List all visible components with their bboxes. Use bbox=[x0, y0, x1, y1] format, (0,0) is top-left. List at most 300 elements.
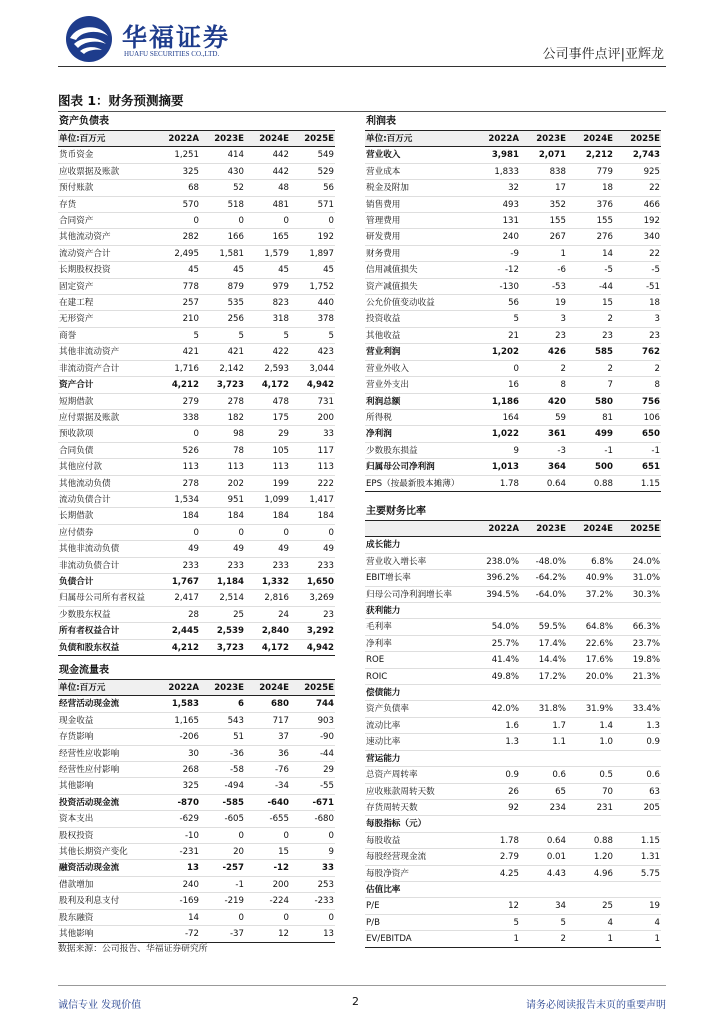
row-label: 其他流动负债 bbox=[59, 478, 111, 489]
value-cell: 25 bbox=[233, 609, 244, 620]
value-cell: 33.4% bbox=[632, 704, 660, 715]
row-label: 其他影响 bbox=[59, 781, 94, 792]
row-label: 归属母公司净利润 bbox=[366, 462, 435, 473]
value-cell: 0.01 bbox=[546, 852, 566, 863]
value-cell: 25.7% bbox=[491, 638, 519, 649]
value-cell: 34 bbox=[555, 901, 566, 912]
table-row bbox=[365, 344, 661, 360]
value-cell: 30.3% bbox=[632, 589, 660, 600]
value-cell: 361 bbox=[548, 429, 566, 440]
value-cell: -90 bbox=[319, 732, 334, 743]
value-cell: 24 bbox=[278, 609, 289, 620]
value-cell: 8 bbox=[654, 380, 660, 391]
value-cell: 7 bbox=[607, 380, 613, 391]
value-cell: 14 bbox=[188, 912, 199, 923]
row-label: 融资活动现金流 bbox=[59, 863, 120, 874]
value-cell: 113 bbox=[272, 462, 289, 473]
row-label: 股东融资 bbox=[59, 912, 94, 923]
table-row bbox=[58, 778, 335, 794]
value-cell: 1.15 bbox=[640, 835, 660, 846]
row-label bbox=[365, 521, 473, 536]
row-label: 在建工程 bbox=[59, 298, 94, 309]
value-cell: 18 bbox=[602, 183, 613, 194]
value-cell: 1,583 bbox=[171, 699, 199, 710]
value-cell: -680 bbox=[314, 814, 334, 825]
value-cell: 70 bbox=[602, 786, 613, 797]
logo-chinese-name: 华福证券 bbox=[122, 23, 231, 52]
value-cell: 318 bbox=[272, 314, 289, 325]
value-cell: 394.5% bbox=[486, 589, 519, 600]
value-cell: 0 bbox=[193, 216, 199, 227]
table-row bbox=[58, 746, 335, 762]
value-cell: -206 bbox=[179, 732, 199, 743]
row-label: 营业利润 bbox=[366, 347, 401, 358]
value-cell: 951 bbox=[227, 494, 244, 505]
table-row bbox=[58, 558, 335, 574]
value-cell: -12 bbox=[504, 265, 519, 276]
table-row bbox=[58, 361, 335, 377]
value-cell: 1.31 bbox=[640, 852, 660, 863]
value-cell: 1,251 bbox=[174, 150, 199, 161]
value-cell: 199 bbox=[272, 478, 289, 489]
table-row bbox=[58, 229, 335, 245]
row-label: 净利率 bbox=[366, 638, 392, 649]
table-row bbox=[365, 800, 661, 816]
value-cell: 3,723 bbox=[216, 380, 244, 391]
table-row bbox=[365, 636, 661, 652]
value-cell: 1 bbox=[607, 934, 613, 945]
value-cell: 0.5 bbox=[599, 770, 613, 781]
value-cell: 164 bbox=[502, 412, 519, 423]
value-cell: 2022A bbox=[488, 134, 519, 144]
financial-ratios-table bbox=[365, 503, 661, 948]
value-cell: 1,186 bbox=[491, 396, 519, 407]
value-cell: 2,495 bbox=[174, 248, 199, 259]
table-row bbox=[365, 279, 661, 295]
table-row bbox=[365, 603, 661, 619]
value-cell: 234 bbox=[549, 802, 566, 813]
value-cell: -5 bbox=[651, 265, 660, 276]
value-cell: 5.75 bbox=[640, 868, 660, 879]
value-cell: 78 bbox=[233, 445, 244, 456]
value-cell: -44 bbox=[319, 748, 334, 759]
row-label: 净利润 bbox=[366, 429, 392, 440]
value-cell: 25 bbox=[602, 901, 613, 912]
value-cell bbox=[614, 603, 661, 618]
table-row bbox=[365, 476, 661, 492]
value-cell bbox=[567, 751, 614, 766]
value-cell: 45 bbox=[233, 265, 244, 276]
table-row bbox=[58, 525, 335, 541]
value-cell: 23 bbox=[555, 330, 566, 341]
table-row bbox=[58, 410, 335, 426]
value-cell: 279 bbox=[182, 396, 199, 407]
value-cell: 0 bbox=[283, 216, 289, 227]
table-row bbox=[58, 394, 335, 410]
value-cell: 756 bbox=[642, 396, 660, 407]
table-row bbox=[365, 619, 661, 635]
value-cell: -231 bbox=[179, 847, 199, 858]
table-row bbox=[365, 751, 661, 767]
value-cell: 24.0% bbox=[632, 556, 660, 567]
value-cell: 340 bbox=[643, 232, 660, 243]
value-cell: 17.4% bbox=[538, 638, 566, 649]
table-row bbox=[365, 164, 661, 180]
value-cell: 240 bbox=[502, 232, 519, 243]
value-cell: 8 bbox=[560, 380, 566, 391]
value-cell: 268 bbox=[182, 765, 199, 776]
footer-slogan: 诚信专业 发现价值 bbox=[58, 1000, 142, 1011]
table-row bbox=[58, 696, 335, 712]
row-label: EBIT增长率 bbox=[366, 573, 411, 584]
value-cell: 257 bbox=[182, 298, 199, 309]
table-row bbox=[58, 459, 335, 475]
row-label: ROE bbox=[366, 655, 385, 666]
value-cell: 1,767 bbox=[171, 576, 199, 587]
value-cell: 717 bbox=[272, 715, 289, 726]
value-cell: 2,071 bbox=[538, 150, 566, 161]
table-row bbox=[58, 640, 335, 656]
table-row bbox=[58, 860, 335, 876]
row-label: 应付债券 bbox=[59, 527, 94, 538]
table-row bbox=[58, 262, 335, 278]
table-row bbox=[365, 718, 661, 734]
table-row bbox=[365, 701, 661, 717]
value-cell: 1.1 bbox=[552, 737, 566, 748]
report-type-label: 公司事件点评|亚辉龙 bbox=[542, 47, 664, 62]
row-label: 流动比率 bbox=[366, 720, 401, 731]
value-cell: 376 bbox=[596, 199, 613, 210]
row-label: 营业收入 bbox=[366, 150, 401, 161]
row-label: 预收款项 bbox=[59, 429, 94, 440]
value-cell: -44 bbox=[598, 281, 613, 292]
table-row bbox=[365, 262, 661, 278]
value-cell: 200 bbox=[317, 412, 334, 423]
row-label: 归属母公司所有者权益 bbox=[59, 593, 145, 604]
value-cell: -224 bbox=[269, 896, 289, 907]
value-cell: 442 bbox=[272, 150, 289, 161]
value-cell: 282 bbox=[182, 232, 199, 243]
table-row bbox=[58, 762, 335, 778]
value-cell: 64.8% bbox=[585, 622, 613, 633]
value-cell: 30 bbox=[188, 748, 199, 759]
value-cell: -629 bbox=[179, 814, 199, 825]
value-cell: -5 bbox=[604, 265, 613, 276]
value-cell: 19 bbox=[555, 298, 566, 309]
table-title: 现金流量表 bbox=[58, 662, 335, 680]
table-row bbox=[365, 784, 661, 800]
value-cell: 2022A bbox=[168, 683, 199, 693]
value-cell: 45 bbox=[278, 265, 289, 276]
value-cell: 762 bbox=[642, 347, 660, 358]
value-cell: 3,723 bbox=[216, 642, 244, 653]
row-label: 流动负债合计 bbox=[59, 494, 111, 505]
table-row bbox=[58, 426, 335, 442]
value-cell bbox=[567, 603, 614, 618]
table-row bbox=[58, 811, 335, 827]
table-row bbox=[365, 197, 661, 213]
value-cell: 22 bbox=[649, 248, 660, 259]
value-cell: 518 bbox=[227, 199, 244, 210]
value-cell bbox=[567, 882, 614, 897]
row-label: 资产合计 bbox=[59, 380, 94, 391]
value-cell: 56 bbox=[508, 298, 519, 309]
row-label: 其他非流动负债 bbox=[59, 544, 120, 555]
value-cell: 2023E bbox=[214, 683, 244, 693]
table-row bbox=[365, 361, 661, 377]
page-number: 2 bbox=[352, 995, 359, 1008]
value-cell: -257 bbox=[222, 863, 244, 874]
table-row bbox=[58, 910, 335, 926]
table-header-row bbox=[365, 131, 661, 147]
table-row bbox=[58, 893, 335, 909]
row-label: 商誉 bbox=[59, 330, 77, 341]
logo-english-name: HUAFU SECURITIES CO.,LTD. bbox=[124, 50, 220, 58]
table-row bbox=[365, 147, 661, 163]
value-cell: 33 bbox=[322, 863, 334, 874]
value-cell bbox=[614, 816, 661, 831]
row-label: 股利及利息支付 bbox=[59, 896, 120, 907]
row-label: 固定资产 bbox=[59, 281, 94, 292]
row-label: 存货 bbox=[59, 199, 77, 210]
value-cell: 13 bbox=[187, 863, 199, 874]
value-cell: 1,534 bbox=[174, 494, 199, 505]
value-cell: 28 bbox=[188, 609, 199, 620]
value-cell: 1.15 bbox=[640, 478, 660, 489]
table-row bbox=[365, 377, 661, 393]
value-cell: 22.6% bbox=[585, 638, 613, 649]
value-cell: 12 bbox=[278, 929, 289, 940]
value-cell bbox=[520, 537, 567, 552]
table-row bbox=[58, 443, 335, 459]
value-cell: -169 bbox=[179, 896, 199, 907]
value-cell bbox=[473, 751, 520, 766]
value-cell: -219 bbox=[224, 896, 244, 907]
table-row bbox=[365, 537, 661, 553]
value-cell: 823 bbox=[272, 298, 289, 309]
value-cell: 4.25 bbox=[499, 868, 519, 879]
table-row bbox=[58, 713, 335, 729]
value-cell bbox=[567, 685, 614, 700]
value-cell: -130 bbox=[499, 281, 519, 292]
value-cell: 1,897 bbox=[309, 248, 334, 259]
row-label: 资本支出 bbox=[59, 814, 94, 825]
value-cell: 0 bbox=[283, 912, 289, 923]
value-cell: 2024E bbox=[583, 134, 613, 144]
value-cell: 325 bbox=[182, 166, 199, 177]
row-label: 营业外收入 bbox=[366, 363, 409, 374]
value-cell: 14 bbox=[602, 248, 613, 259]
value-cell: 500 bbox=[595, 462, 613, 473]
table-row bbox=[365, 898, 661, 914]
row-label: 财务费用 bbox=[366, 248, 401, 259]
value-cell: 12 bbox=[508, 901, 519, 912]
value-cell: 420 bbox=[548, 396, 566, 407]
row-label: 其他流动资产 bbox=[59, 232, 111, 243]
value-cell: 1,752 bbox=[309, 281, 334, 292]
row-label: P/E bbox=[366, 901, 380, 912]
table-row bbox=[365, 229, 661, 245]
value-cell: 396.2% bbox=[486, 573, 519, 584]
value-cell: 4,172 bbox=[261, 642, 289, 653]
value-cell: 2023E bbox=[536, 134, 566, 144]
value-cell: 238.0% bbox=[486, 556, 519, 567]
value-cell: 1.3 bbox=[646, 720, 660, 731]
table-row bbox=[365, 652, 661, 668]
table-row bbox=[58, 844, 335, 860]
value-cell: 222 bbox=[317, 478, 334, 489]
value-cell: 2025E bbox=[630, 134, 660, 144]
value-cell bbox=[520, 882, 567, 897]
row-label: 营业成本 bbox=[366, 166, 401, 177]
value-cell: -1 bbox=[651, 445, 660, 456]
value-cell: 5 bbox=[513, 314, 519, 325]
table-row bbox=[365, 443, 661, 459]
value-cell: 1,581 bbox=[219, 248, 244, 259]
value-cell: 338 bbox=[182, 412, 199, 423]
value-cell: 744 bbox=[316, 699, 334, 710]
row-label: 营运能力 bbox=[366, 753, 401, 764]
value-cell: 68 bbox=[188, 183, 199, 194]
table-row bbox=[365, 246, 661, 262]
value-cell: 256 bbox=[227, 314, 244, 325]
value-cell: -48.0% bbox=[535, 556, 566, 567]
income-statement-table bbox=[365, 113, 661, 492]
row-label: 负债和股东权益 bbox=[59, 642, 120, 653]
value-cell: -6 bbox=[557, 265, 566, 276]
value-cell bbox=[614, 751, 661, 766]
table-row bbox=[58, 344, 335, 360]
value-cell: 1 bbox=[513, 934, 519, 945]
value-cell: 106 bbox=[643, 412, 660, 423]
value-cell: 0.88 bbox=[593, 835, 613, 846]
table-row bbox=[58, 541, 335, 557]
value-cell: 651 bbox=[642, 462, 660, 473]
table-body bbox=[58, 680, 335, 943]
value-cell: 233 bbox=[272, 560, 289, 571]
value-cell: -9 bbox=[510, 248, 519, 259]
value-cell bbox=[473, 882, 520, 897]
row-label: 信用减值损失 bbox=[366, 265, 418, 276]
value-cell: 421 bbox=[227, 347, 244, 358]
value-cell: 3,292 bbox=[306, 626, 334, 637]
value-cell: 1,579 bbox=[264, 248, 289, 259]
table-row bbox=[365, 734, 661, 750]
value-cell: 2 bbox=[560, 934, 566, 945]
table-row bbox=[365, 849, 661, 865]
value-cell: 838 bbox=[549, 166, 566, 177]
value-cell: -36 bbox=[229, 748, 244, 759]
value-cell: 31.8% bbox=[538, 704, 566, 715]
value-cell: -64.2% bbox=[535, 573, 566, 584]
value-cell: 23 bbox=[323, 609, 334, 620]
value-cell: 2024E bbox=[259, 683, 289, 693]
value-cell: 0 bbox=[328, 216, 334, 227]
row-label: 经营性应收影响 bbox=[59, 748, 120, 759]
table-row bbox=[365, 328, 661, 344]
row-label: 每股收益 bbox=[366, 835, 401, 846]
value-cell: 1,417 bbox=[309, 494, 334, 505]
value-cell: 466 bbox=[643, 199, 660, 210]
row-label: 其他非流动资产 bbox=[59, 347, 120, 358]
row-label: 合同资产 bbox=[59, 216, 94, 227]
value-cell: 680 bbox=[271, 699, 289, 710]
value-cell: 4,942 bbox=[306, 380, 334, 391]
value-cell: 184 bbox=[272, 511, 289, 522]
value-cell: 15 bbox=[278, 847, 289, 858]
value-cell: 421 bbox=[182, 347, 199, 358]
value-cell: 5 bbox=[283, 330, 289, 341]
value-cell: 278 bbox=[182, 478, 199, 489]
value-cell: 5 bbox=[328, 330, 334, 341]
row-label: 速动比率 bbox=[366, 737, 401, 748]
value-cell: 0 bbox=[238, 830, 244, 841]
value-cell: 4,212 bbox=[171, 642, 199, 653]
value-cell: -3 bbox=[557, 445, 566, 456]
value-cell: 182 bbox=[227, 412, 244, 423]
value-cell: 580 bbox=[595, 396, 613, 407]
value-cell: 23 bbox=[649, 330, 660, 341]
row-label: 每股净资产 bbox=[366, 868, 409, 879]
table-row bbox=[365, 311, 661, 327]
value-cell: 19 bbox=[649, 901, 660, 912]
table-row bbox=[58, 623, 335, 639]
value-cell: 364 bbox=[548, 462, 566, 473]
value-cell: 650 bbox=[642, 429, 660, 440]
value-cell: -34 bbox=[274, 781, 289, 792]
row-label: 销售费用 bbox=[366, 199, 401, 210]
value-cell: 19.8% bbox=[632, 655, 660, 666]
value-cell: 4.96 bbox=[593, 868, 613, 879]
table-row bbox=[365, 554, 661, 570]
table-row bbox=[365, 767, 661, 783]
value-cell: 2,743 bbox=[632, 150, 660, 161]
value-cell: 105 bbox=[272, 445, 289, 456]
value-cell: 0.64 bbox=[546, 835, 566, 846]
value-cell: -870 bbox=[177, 797, 199, 808]
figure-title: 图表 1：财务预测摘要 bbox=[58, 93, 184, 108]
value-cell: 18 bbox=[649, 298, 660, 309]
row-label: 所有者权益合计 bbox=[59, 626, 120, 637]
value-cell: 0 bbox=[328, 912, 334, 923]
value-cell: 3 bbox=[560, 314, 566, 325]
row-label: EV/EBITDA bbox=[366, 934, 412, 945]
value-cell: 1,184 bbox=[216, 576, 244, 587]
value-cell: 29 bbox=[323, 765, 334, 776]
value-cell: 98 bbox=[233, 429, 244, 440]
value-cell: 4,942 bbox=[306, 642, 334, 653]
value-cell: 526 bbox=[182, 445, 199, 456]
table-row bbox=[365, 685, 661, 701]
value-cell bbox=[567, 537, 614, 552]
value-cell: 240 bbox=[182, 879, 199, 890]
value-cell: 2.79 bbox=[499, 852, 519, 863]
value-cell: 17 bbox=[555, 183, 566, 194]
value-cell: 2023E bbox=[536, 524, 566, 534]
value-cell: 925 bbox=[643, 166, 660, 177]
value-cell: 0.88 bbox=[593, 478, 613, 489]
value-cell: 52 bbox=[233, 183, 244, 194]
value-cell: 175 bbox=[272, 412, 289, 423]
value-cell: 1,099 bbox=[264, 494, 289, 505]
value-cell: 184 bbox=[317, 511, 334, 522]
value-cell: 1 bbox=[654, 934, 660, 945]
table-row bbox=[58, 328, 335, 344]
value-cell: 49.8% bbox=[491, 671, 519, 682]
value-cell: 45 bbox=[188, 265, 199, 276]
value-cell: 0 bbox=[513, 363, 519, 374]
row-label: 投资收益 bbox=[366, 314, 401, 325]
